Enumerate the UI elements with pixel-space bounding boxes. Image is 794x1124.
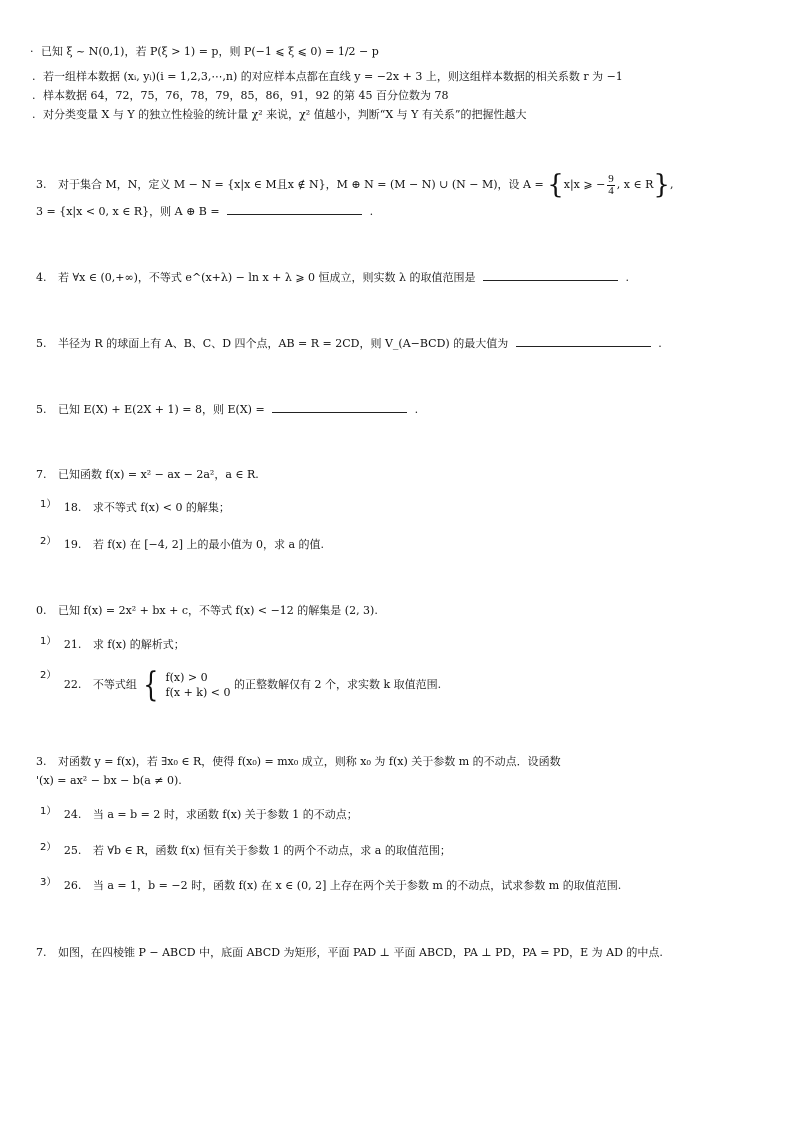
option-d [32,107,527,123]
part-label: 1） [40,806,57,817]
q27 [36,945,663,961]
q16 [36,402,418,418]
q14-end: . [625,271,629,284]
part-text: 当 a = 1，b = −2 时，函数 f(x) 在 x ∈ (0, 2] 上存在两个关于参数 m 的不动点，试求参数 m 的取值范围. [92,879,622,892]
option-b [32,69,623,85]
q13-set-right: , x ∈ R [616,178,654,191]
option-c-marker: . [32,89,36,102]
part-label: 1） [40,636,57,647]
answer-blank[interactable] [272,402,407,413]
part-number: 18. [63,501,82,514]
system-row-2: f(x + k) < 0 [165,686,231,699]
set-brace-right: } [653,170,670,200]
part-text: 求不等式 f(x) < 0 的解集； [92,501,230,514]
q16-text: 已知 E(X) + E(2X + 1) = 8，则 E(X) = [58,403,265,416]
system-brace: { [143,665,159,705]
q13-text-2: 3 = {x|x < 0, x ∈ R}，则 A ⊕ B = [36,205,220,218]
q23-line2 [36,773,182,789]
q23-line1 [36,754,561,770]
option-a-text: 已知 ξ ~ N(0,1)，若 P(ξ > 1) = p，则 P(−1 ⩽ ξ ⩽ 0) = 1/2 − p [41,45,379,58]
option-a [30,44,379,60]
q27-number: 7. [36,946,47,959]
option-a-marker: · [30,45,34,58]
q13-comma: , [669,178,674,191]
system-rows [166,670,231,700]
part-number: 25. [63,844,82,857]
part-number: 21. [63,638,82,651]
part-label: 3） [40,877,57,888]
set-brace-left: { [547,170,564,200]
q14 [36,270,629,286]
answer-blank[interactable] [227,204,362,215]
answer-blank[interactable] [483,270,618,281]
part-prefix: 不等式组 [92,678,137,691]
q15-text: 半径为 R 的球面上有 A、B、C、D 四个点，AB = R = 2CD，则 V_(A−BCD) 的最大值为 [58,337,509,350]
q23-part-1 [40,807,358,824]
q20 [36,603,378,619]
option-d-marker: . [32,108,36,121]
part-text: 若 ∀b ∈ R，函数 f(x) 恒有关于参数 1 的两个不动点，求 a 的取值范围； [92,844,451,857]
q13-set-left: x|x ⩾ − [563,178,606,191]
q13-line1 [36,172,673,198]
q23-number: 3. [36,755,47,768]
option-d-text: 对分类变量 X 与 Y 的独立性检验的统计量 χ² 来说，χ² 值越小，判断“X 与 Y 有关系”的把握性越大 [43,108,527,121]
q17-part-2 [40,537,324,554]
q20-number: 0. [36,604,47,617]
q14-text: 若 ∀x ∈ (0,+∞)，不等式 e^(x+λ) − ln x + λ ⩾ 0 恒成立，则实数 λ 的取值范围是 [58,271,476,284]
q13-number: 3. [36,178,47,191]
part-text: 当 a = b = 2 时，求函数 f(x) 关于参数 1 的不动点； [92,808,358,821]
option-c-text: 样本数据 64，72，75，76，78，79，85，86，91，92 的第 45 百分位数为 78 [43,89,449,102]
q15-number: 5. [36,337,47,350]
part-number: 26. [63,879,82,892]
q16-number: 5. [36,403,47,416]
q15-end: . [658,337,662,350]
part-number: 19. [63,538,82,551]
q17-number: 7. [36,468,47,481]
q23-text: 对函数 y = f(x)，若 ∃x₀ ∈ R，使得 f(x₀) = mx₀ 成立，则称 x₀ 为 f(x) 关于参数 m 的不动点．设函数 [58,755,561,768]
nine-quarters-fraction [607,174,615,197]
q23-part-2 [40,843,451,860]
part-suffix: 的正整数解仅有 2 个，求实数 k 取值范围. [233,678,442,691]
q16-end: . [414,403,419,416]
option-b-marker: . [32,70,36,83]
option-c [32,88,448,104]
q27-text: 如图，在四棱锥 P − ABCD 中，底面 ABCD 为矩形，平面 PAD ⊥ 平面 ABCD，PA ⊥ PD，PA = PD，E 为 AD 的中点. [58,946,663,959]
q17-text: 已知函数 f(x) = x² − ax − 2a²，a ∈ R. [58,468,259,481]
q20-part-1 [40,637,185,654]
q20-part-2 [40,665,442,705]
part-label: 2） [40,842,57,853]
q13-line2 [36,204,373,220]
q20-text: 已知 f(x) = 2x² + bx + c，不等式 f(x) < −12 的解集是 (2, 3). [58,604,378,617]
q23-text-2: '(x) = ax² − bx − b(a ≠ 0). [36,774,182,787]
option-b-text: 若一组样本数据 (xᵢ, yᵢ)(i = 1,2,3,⋯,n) 的对应样本点都在直线 y = −2x + 3 上，则这组样本数据的相关系数 r 为 −1 [43,70,623,83]
fraction-numerator: 9 [608,172,614,185]
q13-text: 对于集合 M，N，定义 M − N = {x|x ∈ M且x ∉ N}，M ⊕ N = (M − N) ∪ (N − M)，设 A = [58,178,544,191]
part-label: 1） [40,499,57,510]
q15 [36,336,662,352]
part-text: 求 f(x) 的解析式； [92,638,185,651]
part-label: 2） [40,670,57,681]
inequality-system [140,665,231,705]
q17 [36,467,259,483]
q13-end: . [369,205,374,218]
part-label: 2） [40,536,57,547]
q14-number: 4. [36,271,47,284]
answer-blank[interactable] [516,336,651,347]
q17-part-1 [40,500,230,517]
part-text: 若 f(x) 在 [−4, 2] 上的最小值为 0，求 a 的值. [92,538,325,551]
q23-part-3 [40,878,621,895]
part-number: 24. [63,808,82,821]
system-row-1: f(x) > 0 [165,671,208,684]
part-number: 22. [63,678,82,691]
fraction-denominator: 4 [608,184,614,197]
